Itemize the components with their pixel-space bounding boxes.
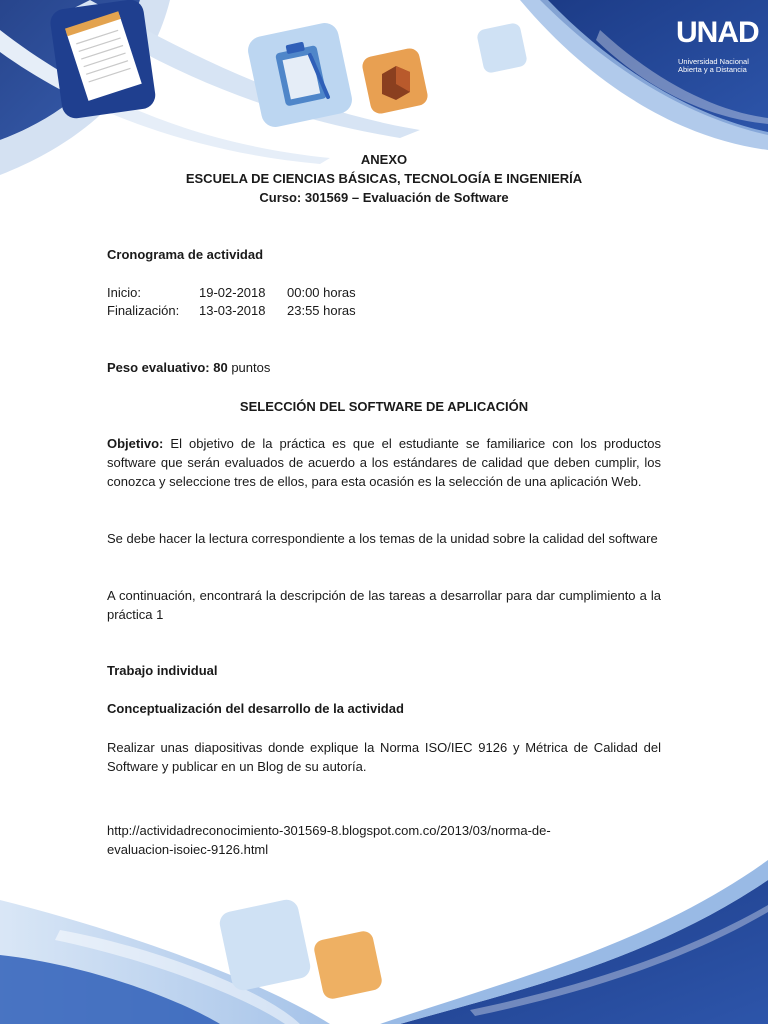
- start-time: 00:00 horas: [287, 285, 356, 300]
- logo-subtitle-line: Abierta y a Distancia: [678, 65, 747, 74]
- course-title: Curso: 301569 – Evaluación de Software: [259, 190, 509, 205]
- decorative-tile: [308, 925, 388, 1005]
- start-label: Inicio:: [107, 285, 141, 300]
- weight-label: Peso evaluativo:: [107, 360, 210, 375]
- objective-text: El objetivo de la práctica es que el estudiante se familiarice con los productos software que serán evaluados de acuerdo a los estándares de calidad que deben cumplir, los conozca y seleccione tres de ellos, para esta ocasión es la selección de una aplicación Web.: [107, 436, 661, 489]
- objective-label: Objetivo:: [107, 436, 164, 451]
- reading-paragraph: Se debe hacer la lectura correspondiente a los temas de la unidad sobre la calidad del software: [107, 531, 658, 546]
- clipboard-icon: [240, 15, 360, 135]
- logo-wordmark: UNAD: [676, 16, 759, 49]
- weight-unit: puntos: [231, 360, 271, 375]
- decorative-tile: [215, 895, 315, 995]
- school-name: ESCUELA DE CIENCIAS BÁSICAS, TECNOLOGÍA E INGENIERÍA: [185, 171, 583, 186]
- conceptualization-heading: Conceptualización del desarrollo de la actividad: [107, 701, 404, 716]
- objective-paragraph: [107, 434, 661, 491]
- continuation-paragraph: A continuación, encontrará la descripción de las tareas a desarrollar para dar cumplimiento a la práctica 1: [107, 588, 661, 622]
- annex-title: ANEXO: [360, 152, 408, 167]
- notepad-icon: [48, 0, 158, 125]
- end-time: 23:55 horas: [287, 303, 356, 318]
- section-title: SELECCIÓN DEL SOFTWARE DE APLICACIÓN: [239, 399, 529, 414]
- task-paragraph: Realizar unas diapositivas donde explique la Norma ISO/IEC 9126 y Métrica de Calidad del Software y publicar en un Blog de su autoría.: [107, 740, 661, 774]
- book-icon: [358, 44, 432, 118]
- blog-link[interactable]: [107, 821, 551, 859]
- end-label: Finalización:: [107, 303, 180, 318]
- weight-value: 80: [213, 360, 228, 375]
- university-logo: [674, 6, 758, 86]
- logo-subtitle-line: Universidad Nacional: [678, 57, 749, 66]
- end-date: 13-03-2018: [199, 303, 266, 318]
- blog-link-line[interactable]: http://actividadreconocimiento-301569-8.blogspot.com.co/2013/03/norma-de-: [107, 823, 551, 838]
- schedule-title: Cronograma de actividad: [107, 247, 264, 262]
- logo-subtitle: [678, 58, 762, 74]
- evaluation-weight: [107, 358, 270, 377]
- individual-work-heading: Trabajo individual: [107, 663, 218, 678]
- start-date: 19-02-2018: [199, 285, 266, 300]
- decorative-tile: [472, 18, 532, 78]
- blog-link-line[interactable]: evaluacion-isoiec-9126.html: [107, 842, 269, 857]
